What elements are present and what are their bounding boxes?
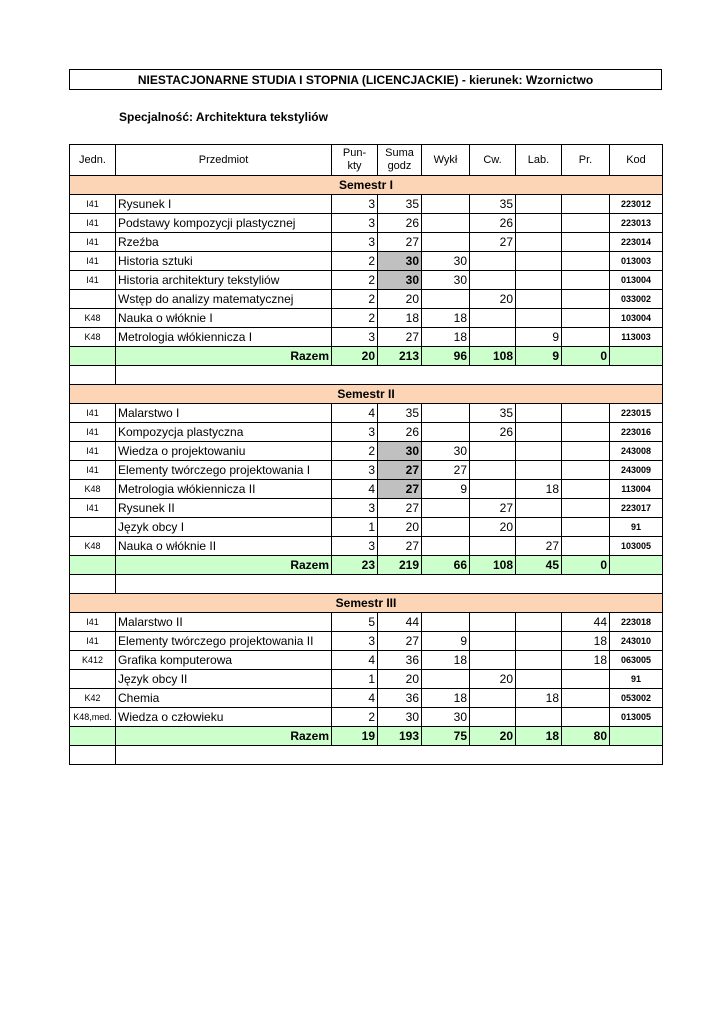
cell-jedn: I41	[70, 195, 116, 214]
cell-lab	[516, 195, 562, 214]
total-kod-empty	[610, 727, 663, 746]
cell-cw	[470, 480, 516, 499]
table-body	[70, 145, 663, 765]
cell-cw: 35	[470, 195, 516, 214]
semester-title: Semestr II	[70, 385, 663, 404]
cell-lab	[516, 613, 562, 632]
table-row	[70, 689, 663, 708]
cell-jedn: I41	[70, 461, 116, 480]
blank-row	[70, 366, 663, 385]
table-row	[70, 537, 663, 556]
cell-suma: 20	[378, 670, 422, 689]
cell-cw: 20	[470, 290, 516, 309]
total-row	[70, 347, 663, 366]
cell-pr	[562, 404, 610, 423]
cell-punkty: 4	[332, 480, 378, 499]
total-punkty: 20	[332, 347, 378, 366]
cell-wykl	[422, 423, 470, 442]
cell-pr	[562, 461, 610, 480]
header-cw: Cw.	[470, 145, 516, 176]
cell-kod: 91	[610, 670, 663, 689]
cell-kod: 223017	[610, 499, 663, 518]
cell-cw: 26	[470, 423, 516, 442]
total-cw: 108	[470, 556, 516, 575]
cell-wykl: 30	[422, 271, 470, 290]
blank-cell	[116, 366, 663, 385]
total-empty-cell	[70, 556, 116, 575]
cell-punkty: 2	[332, 271, 378, 290]
cell-suma: 36	[378, 651, 422, 670]
cell-lab	[516, 632, 562, 651]
cell-wykl	[422, 499, 470, 518]
cell-cw	[470, 442, 516, 461]
curriculum-table	[69, 144, 663, 765]
cell-pr	[562, 518, 610, 537]
cell-punkty: 1	[332, 518, 378, 537]
cell-jedn: K48,med.	[70, 708, 116, 727]
cell-przedmiot: Metrologia włókiennicza I	[116, 328, 332, 347]
cell-pr	[562, 252, 610, 271]
cell-pr	[562, 290, 610, 309]
total-wykl: 75	[422, 727, 470, 746]
cell-suma: 26	[378, 214, 422, 233]
cell-suma: 18	[378, 309, 422, 328]
header-przedmiot: Przedmiot	[116, 145, 332, 176]
header-jedn: Jedn.	[70, 145, 116, 176]
cell-kod: 033002	[610, 290, 663, 309]
cell-jedn: K48	[70, 309, 116, 328]
semester-header-row	[70, 385, 663, 404]
cell-kod: 103004	[610, 309, 663, 328]
blank-cell	[70, 746, 116, 765]
cell-przedmiot: Grafika komputerowa	[116, 651, 332, 670]
cell-cw: 26	[470, 214, 516, 233]
cell-suma: 27	[378, 480, 422, 499]
cell-punkty: 2	[332, 290, 378, 309]
table-row	[70, 195, 663, 214]
cell-cw: 27	[470, 499, 516, 518]
cell-cw: 27	[470, 233, 516, 252]
cell-jedn: I41	[70, 632, 116, 651]
total-wykl: 66	[422, 556, 470, 575]
cell-wykl	[422, 214, 470, 233]
cell-punkty: 3	[332, 423, 378, 442]
cell-cw	[470, 613, 516, 632]
table-row	[70, 214, 663, 233]
cell-przedmiot: Kompozycja plastyczna	[116, 423, 332, 442]
cell-suma: 20	[378, 518, 422, 537]
total-punkty: 19	[332, 727, 378, 746]
cell-pr: 18	[562, 632, 610, 651]
cell-kod: 223018	[610, 613, 663, 632]
cell-przedmiot: Rysunek I	[116, 195, 332, 214]
table-row	[70, 290, 663, 309]
cell-jedn: K48	[70, 480, 116, 499]
cell-kod: 243008	[610, 442, 663, 461]
cell-pr	[562, 195, 610, 214]
cell-cw	[470, 271, 516, 290]
cell-jedn: K412	[70, 651, 116, 670]
cell-wykl	[422, 233, 470, 252]
cell-cw: 20	[470, 670, 516, 689]
cell-jedn	[70, 290, 116, 309]
cell-wykl: 9	[422, 632, 470, 651]
cell-jedn: I41	[70, 613, 116, 632]
semester-header-row	[70, 594, 663, 613]
cell-lab	[516, 442, 562, 461]
cell-cw	[470, 328, 516, 347]
header-suma	[378, 145, 422, 176]
cell-cw	[470, 632, 516, 651]
cell-lab: 18	[516, 689, 562, 708]
cell-lab	[516, 252, 562, 271]
cell-wykl: 9	[422, 480, 470, 499]
cell-przedmiot: Metrologia włókiennicza II	[116, 480, 332, 499]
total-row	[70, 556, 663, 575]
semester-title: Semestr III	[70, 594, 663, 613]
total-label: Razem	[116, 556, 332, 575]
total-lab: 18	[516, 727, 562, 746]
header-kod: Kod	[610, 145, 663, 176]
cell-przedmiot: Malarstwo II	[116, 613, 332, 632]
header-suma-line1: Suma	[385, 147, 414, 159]
cell-przedmiot: Rzeźba	[116, 233, 332, 252]
total-suma: 193	[378, 727, 422, 746]
table-row	[70, 651, 663, 670]
header-lab: Lab.	[516, 145, 562, 176]
total-cw: 108	[470, 347, 516, 366]
cell-punkty: 4	[332, 689, 378, 708]
cell-punkty: 3	[332, 233, 378, 252]
cell-przedmiot: Język obcy II	[116, 670, 332, 689]
cell-punkty: 1	[332, 670, 378, 689]
cell-cw	[470, 309, 516, 328]
table-row	[70, 708, 663, 727]
cell-wykl	[422, 195, 470, 214]
cell-wykl	[422, 537, 470, 556]
header-punkty	[332, 145, 378, 176]
cell-jedn	[70, 670, 116, 689]
cell-wykl: 27	[422, 461, 470, 480]
table-row	[70, 271, 663, 290]
cell-lab	[516, 233, 562, 252]
cell-cw	[470, 689, 516, 708]
cell-kod: 013004	[610, 271, 663, 290]
semester-header-row	[70, 176, 663, 195]
cell-punkty: 3	[332, 195, 378, 214]
cell-suma: 35	[378, 404, 422, 423]
cell-przedmiot: Elementy twórczego projektowania I	[116, 461, 332, 480]
table-row	[70, 480, 663, 499]
cell-punkty: 4	[332, 404, 378, 423]
cell-lab	[516, 404, 562, 423]
cell-przedmiot: Wiedza o człowieku	[116, 708, 332, 727]
cell-punkty: 3	[332, 328, 378, 347]
cell-punkty: 3	[332, 632, 378, 651]
header-punkty-line1: Pun-	[342, 147, 367, 159]
blank-cell	[116, 746, 663, 765]
total-pr: 80	[562, 727, 610, 746]
cell-wykl	[422, 404, 470, 423]
cell-suma: 35	[378, 195, 422, 214]
cell-kod: 113004	[610, 480, 663, 499]
cell-punkty: 2	[332, 252, 378, 271]
cell-lab	[516, 271, 562, 290]
blank-cell	[70, 366, 116, 385]
cell-jedn: I41	[70, 404, 116, 423]
cell-pr	[562, 442, 610, 461]
cell-punkty: 3	[332, 499, 378, 518]
cell-cw	[470, 537, 516, 556]
cell-lab	[516, 309, 562, 328]
cell-pr	[562, 708, 610, 727]
cell-punkty: 3	[332, 537, 378, 556]
cell-kod: 223014	[610, 233, 663, 252]
header-pr: Pr.	[562, 145, 610, 176]
table-row	[70, 252, 663, 271]
cell-lab	[516, 518, 562, 537]
document-title	[69, 69, 662, 90]
total-lab: 9	[516, 347, 562, 366]
header-punkty-line2: kty	[347, 160, 362, 172]
document-title-text: NIESTACJONARNE STUDIA I STOPNIA (LICENCJACKIE) - kierunek: Wzornictwo	[137, 72, 594, 87]
cell-pr	[562, 309, 610, 328]
cell-przedmiot: Rysunek II	[116, 499, 332, 518]
cell-przedmiot: Chemia	[116, 689, 332, 708]
cell-wykl: 18	[422, 651, 470, 670]
cell-przedmiot: Wstęp do analizy matematycznej	[116, 290, 332, 309]
cell-wykl: 30	[422, 252, 470, 271]
cell-lab	[516, 499, 562, 518]
cell-suma: 27	[378, 233, 422, 252]
cell-punkty: 3	[332, 214, 378, 233]
cell-przedmiot: Nauka o włóknie II	[116, 537, 332, 556]
cell-punkty: 2	[332, 309, 378, 328]
cell-suma: 30	[378, 442, 422, 461]
cell-pr	[562, 480, 610, 499]
cell-suma: 27	[378, 328, 422, 347]
cell-jedn: I41	[70, 233, 116, 252]
cell-jedn	[70, 518, 116, 537]
cell-kod: 223015	[610, 404, 663, 423]
cell-cw	[470, 708, 516, 727]
total-kod-empty	[610, 556, 663, 575]
cell-kod: 223012	[610, 195, 663, 214]
cell-jedn: K48	[70, 537, 116, 556]
cell-jedn: I41	[70, 271, 116, 290]
cell-kod: 013005	[610, 708, 663, 727]
cell-jedn: I41	[70, 214, 116, 233]
cell-kod: 063005	[610, 651, 663, 670]
table-row	[70, 613, 663, 632]
cell-kod: 243010	[610, 632, 663, 651]
total-row	[70, 727, 663, 746]
cell-pr: 18	[562, 651, 610, 670]
total-suma: 219	[378, 556, 422, 575]
cell-suma: 26	[378, 423, 422, 442]
cell-lab	[516, 290, 562, 309]
cell-suma: 44	[378, 613, 422, 632]
cell-kod: 223016	[610, 423, 663, 442]
table-row	[70, 670, 663, 689]
table-row	[70, 404, 663, 423]
total-empty-cell	[70, 727, 116, 746]
cell-suma: 30	[378, 271, 422, 290]
cell-przedmiot: Malarstwo I	[116, 404, 332, 423]
cell-wykl: 30	[422, 708, 470, 727]
total-empty-cell	[70, 347, 116, 366]
cell-przedmiot: Nauka o włóknie I	[116, 309, 332, 328]
blank-row	[70, 746, 663, 765]
table-row	[70, 309, 663, 328]
table-row	[70, 233, 663, 252]
cell-cw: 20	[470, 518, 516, 537]
table-row	[70, 328, 663, 347]
total-kod-empty	[610, 347, 663, 366]
cell-suma: 27	[378, 499, 422, 518]
total-lab: 45	[516, 556, 562, 575]
cell-lab	[516, 214, 562, 233]
cell-przedmiot: Język obcy I	[116, 518, 332, 537]
cell-przedmiot: Historia architektury tekstyliów	[116, 271, 332, 290]
cell-pr	[562, 271, 610, 290]
total-pr: 0	[562, 556, 610, 575]
table-row	[70, 499, 663, 518]
table-row	[70, 632, 663, 651]
cell-kod: 053002	[610, 689, 663, 708]
cell-jedn: K42	[70, 689, 116, 708]
table-row	[70, 461, 663, 480]
cell-kod: 223013	[610, 214, 663, 233]
cell-lab	[516, 423, 562, 442]
cell-jedn: I41	[70, 252, 116, 271]
cell-cw	[470, 651, 516, 670]
cell-jedn: I41	[70, 442, 116, 461]
table-row	[70, 423, 663, 442]
total-label: Razem	[116, 727, 332, 746]
cell-wykl: 18	[422, 689, 470, 708]
header-row	[70, 145, 663, 176]
cell-suma: 27	[378, 537, 422, 556]
cell-wykl: 18	[422, 328, 470, 347]
total-pr: 0	[562, 347, 610, 366]
cell-kod: 91	[610, 518, 663, 537]
cell-lab	[516, 461, 562, 480]
blank-cell	[116, 575, 663, 594]
cell-jedn: I41	[70, 423, 116, 442]
total-label: Razem	[116, 347, 332, 366]
cell-jedn: K48	[70, 328, 116, 347]
cell-lab: 27	[516, 537, 562, 556]
cell-pr	[562, 499, 610, 518]
table-row	[70, 518, 663, 537]
total-wykl: 96	[422, 347, 470, 366]
cell-cw: 35	[470, 404, 516, 423]
total-suma: 213	[378, 347, 422, 366]
cell-lab	[516, 651, 562, 670]
cell-suma: 27	[378, 632, 422, 651]
total-cw: 20	[470, 727, 516, 746]
cell-pr	[562, 214, 610, 233]
cell-przedmiot: Podstawy kompozycji plastycznej	[116, 214, 332, 233]
cell-pr	[562, 670, 610, 689]
table-row	[70, 442, 663, 461]
cell-suma: 36	[378, 689, 422, 708]
cell-wykl	[422, 670, 470, 689]
cell-punkty: 3	[332, 461, 378, 480]
total-punkty: 23	[332, 556, 378, 575]
cell-pr: 44	[562, 613, 610, 632]
cell-pr	[562, 537, 610, 556]
cell-przedmiot: Historia sztuki	[116, 252, 332, 271]
cell-cw	[470, 461, 516, 480]
cell-lab: 18	[516, 480, 562, 499]
cell-kod: 013003	[610, 252, 663, 271]
cell-pr	[562, 423, 610, 442]
blank-row	[70, 575, 663, 594]
header-suma-line2: godz	[387, 160, 412, 172]
cell-suma: 27	[378, 461, 422, 480]
cell-punkty: 4	[332, 651, 378, 670]
cell-lab	[516, 670, 562, 689]
cell-suma: 30	[378, 708, 422, 727]
cell-wykl: 18	[422, 309, 470, 328]
specialty-label: Specjalność: Architektura tekstyliów	[119, 110, 328, 124]
cell-wykl	[422, 613, 470, 632]
cell-lab: 9	[516, 328, 562, 347]
cell-lab	[516, 708, 562, 727]
cell-punkty: 2	[332, 442, 378, 461]
cell-punkty: 5	[332, 613, 378, 632]
cell-suma: 20	[378, 290, 422, 309]
cell-kod: 113003	[610, 328, 663, 347]
cell-cw	[470, 252, 516, 271]
cell-pr	[562, 689, 610, 708]
blank-cell	[70, 575, 116, 594]
cell-jedn: I41	[70, 499, 116, 518]
cell-pr	[562, 233, 610, 252]
cell-punkty: 2	[332, 708, 378, 727]
cell-suma: 30	[378, 252, 422, 271]
cell-przedmiot: Elementy twórczego projektowania II	[116, 632, 332, 651]
header-wykl: Wykł	[422, 145, 470, 176]
cell-kod: 243009	[610, 461, 663, 480]
semester-title: Semestr I	[70, 176, 663, 195]
cell-wykl	[422, 290, 470, 309]
cell-przedmiot: Wiedza o projektowaniu	[116, 442, 332, 461]
cell-kod: 103005	[610, 537, 663, 556]
cell-wykl	[422, 518, 470, 537]
cell-wykl: 30	[422, 442, 470, 461]
cell-pr	[562, 328, 610, 347]
